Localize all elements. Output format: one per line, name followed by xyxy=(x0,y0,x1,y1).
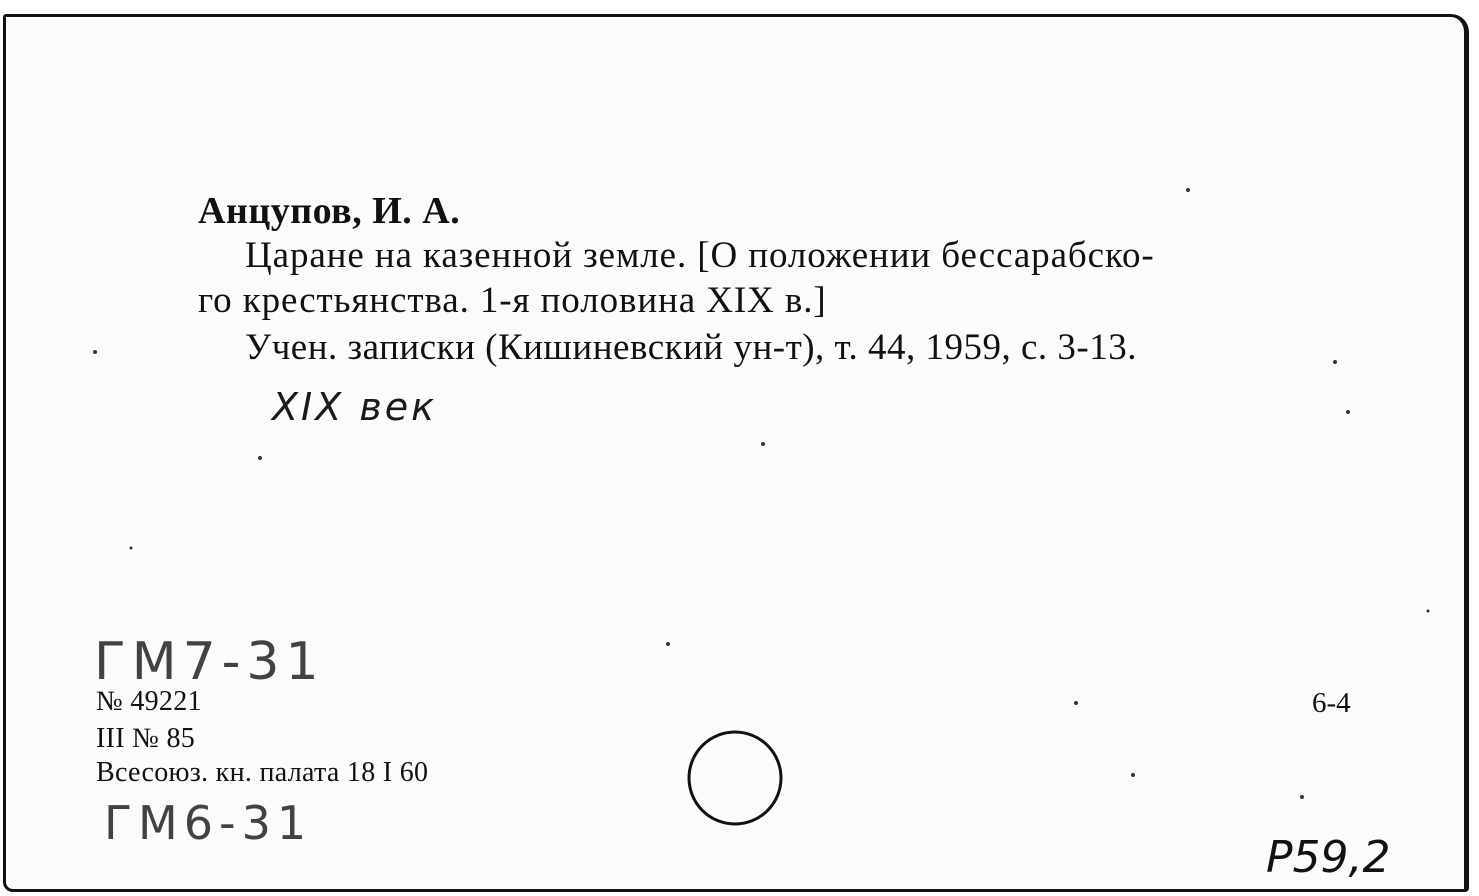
source-citation: Учен. записки (Кишиневский ун-т), т. 44, 1959, с. 3-13. xyxy=(245,327,1137,368)
handwritten-shelfmark-top: ГМ7-31 xyxy=(94,632,325,692)
book-chamber-stamp-text: Всесоюз. кн. палата 18 I 60 xyxy=(96,757,429,788)
price-code: 6-4 xyxy=(1312,687,1351,719)
handwritten-note: XIX век xyxy=(272,385,438,429)
title-line-1: Царане на казенной земле. [О положении бессарабско- xyxy=(245,235,1155,276)
handwritten-shelfmark-bottom: ГМ6-31 xyxy=(104,796,313,850)
speckle-dots xyxy=(93,188,1430,799)
punch-circle xyxy=(689,732,781,824)
inventory-number: III № 85 xyxy=(96,723,196,754)
author-heading: Анцупов, И. А. xyxy=(198,190,461,232)
title-line-2: го крестьянства. 1-я половина XIX в.] xyxy=(198,280,827,321)
accession-number: № 49221 xyxy=(96,686,202,717)
handwritten-corner-mark: Р59,2 xyxy=(1266,832,1391,883)
